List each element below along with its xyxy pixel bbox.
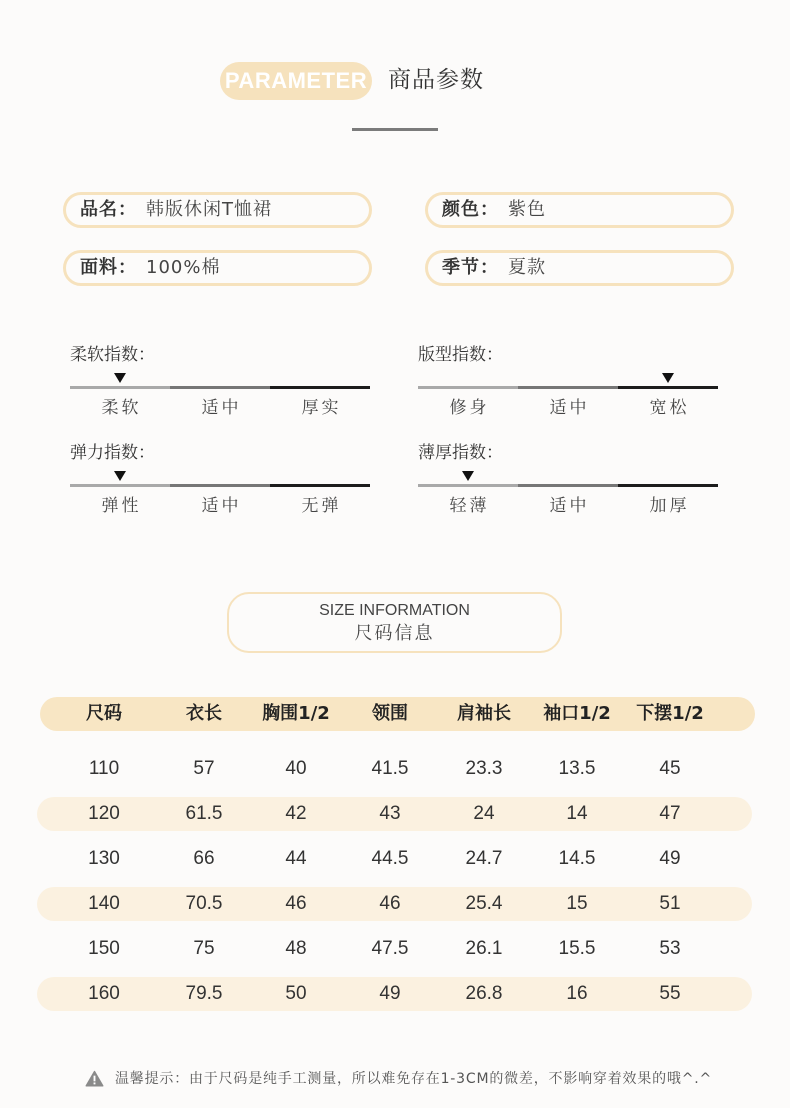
index-title: 弹力指数： [70, 443, 155, 463]
index-title: 柔软指数： [70, 345, 155, 365]
table-row [0, 887, 790, 921]
index-scale-bar [418, 484, 718, 487]
table-cell: 47.5 [371, 938, 409, 959]
param-label: 季节： [442, 257, 499, 278]
scale-segment-low [70, 484, 170, 487]
index-scale-bar [70, 484, 370, 487]
parameter-badge: PARAMETER [220, 62, 372, 100]
index-option: 适中 [549, 398, 590, 418]
column-header: 胸围1/2 [262, 703, 330, 724]
param-value: 夏款 [508, 257, 546, 278]
param-value: 紫色 [508, 199, 546, 220]
index-option: 适中 [549, 496, 590, 516]
table-cell: 44.5 [371, 848, 409, 869]
table-cell: 110 [88, 758, 120, 779]
table-cell: 24.7 [465, 848, 503, 869]
index-fit [418, 343, 718, 423]
table-cell: 45 [659, 758, 681, 779]
table-cell: 140 [88, 893, 120, 914]
table-cell: 48 [285, 938, 307, 959]
column-header: 肩袖长 [457, 703, 511, 724]
table-cell: 120 [88, 803, 120, 824]
scale-segment-low [418, 484, 518, 487]
table-cell: 49 [379, 983, 401, 1004]
index-option: 无弹 [301, 496, 342, 516]
scale-segment-low [70, 386, 170, 389]
index-option: 适中 [201, 398, 242, 418]
table-cell: 75 [193, 938, 215, 959]
table-cell: 15 [566, 893, 588, 914]
size-information-heading [227, 592, 562, 653]
index-option: 宽松 [649, 398, 690, 418]
param-fabric [63, 250, 372, 286]
index-option: 厚实 [301, 398, 342, 418]
measurement-notice [85, 1068, 775, 1090]
table-cell: 61.5 [185, 803, 223, 824]
warning-icon [85, 1070, 104, 1087]
column-header: 袖口1/2 [543, 703, 611, 724]
index-title: 版型指数： [418, 345, 503, 365]
table-cell: 51 [659, 893, 681, 914]
table-cell: 46 [379, 893, 401, 914]
table-row [0, 977, 790, 1011]
scale-segment-mid [170, 386, 270, 389]
triangle-down-icon [114, 471, 126, 481]
index-option: 轻薄 [449, 496, 490, 516]
param-value: 韩版休闲T恤裙 [146, 199, 272, 220]
column-header: 尺码 [86, 703, 122, 724]
param-label: 颜色： [442, 199, 499, 220]
table-cell: 26.8 [465, 983, 503, 1004]
index-scale-bar [418, 386, 718, 389]
table-cell: 14.5 [558, 848, 596, 869]
table-cell: 66 [193, 848, 215, 869]
param-color [425, 192, 734, 228]
table-cell: 43 [379, 803, 401, 824]
scale-segment-mid [170, 484, 270, 487]
index-softness [70, 343, 370, 423]
index-option: 柔软 [101, 398, 142, 418]
table-cell: 70.5 [185, 893, 223, 914]
triangle-down-icon [462, 471, 474, 481]
table-cell: 47 [659, 803, 681, 824]
param-season [425, 250, 734, 286]
scale-segment-high [618, 484, 718, 487]
scale-segment-low [418, 386, 518, 389]
triangle-down-icon [114, 373, 126, 383]
notice-text: 温馨提示：由于尺码是纯手工测量，所以难免存在1-3CM的微差，不影响穿着效果的哦^.^ [115, 1071, 713, 1087]
size-title-en: SIZE INFORMATION [319, 602, 470, 619]
table-cell: 50 [285, 983, 307, 1004]
table-cell: 44 [285, 848, 307, 869]
index-thickness [418, 441, 718, 521]
size-table-header [0, 697, 790, 731]
table-cell: 23.3 [465, 758, 503, 779]
scale-segment-mid [518, 484, 618, 487]
table-cell: 53 [659, 938, 681, 959]
table-row [0, 932, 790, 966]
table-cell: 49 [659, 848, 681, 869]
table-cell: 150 [88, 938, 120, 959]
param-name [63, 192, 372, 228]
size-title-cn: 尺码信息 [354, 623, 435, 644]
table-cell: 55 [659, 983, 681, 1004]
table-cell: 40 [285, 758, 307, 779]
scale-segment-high [270, 386, 370, 389]
table-cell: 16 [566, 983, 588, 1004]
table-cell: 14 [566, 803, 588, 824]
column-header: 下摆1/2 [636, 703, 704, 724]
table-cell: 13.5 [558, 758, 596, 779]
table-row [0, 842, 790, 876]
param-value: 100%棉 [146, 257, 221, 278]
column-header: 衣长 [186, 703, 222, 724]
index-option: 修身 [449, 398, 490, 418]
table-row [0, 797, 790, 831]
table-cell: 25.4 [465, 893, 503, 914]
table-cell: 79.5 [185, 983, 223, 1004]
table-cell: 46 [285, 893, 307, 914]
index-title: 薄厚指数： [418, 443, 503, 463]
index-elasticity [70, 441, 370, 521]
scale-segment-high [270, 484, 370, 487]
scale-segment-mid [518, 386, 618, 389]
index-option: 加厚 [649, 496, 690, 516]
table-cell: 41.5 [371, 758, 409, 779]
scale-segment-high [618, 386, 718, 389]
column-header: 领围 [372, 703, 408, 724]
index-scale-bar [70, 386, 370, 389]
table-cell: 15.5 [558, 938, 596, 959]
table-cell: 26.1 [465, 938, 503, 959]
triangle-down-icon [662, 373, 674, 383]
table-cell: 24 [473, 803, 495, 824]
index-option: 弹性 [101, 496, 142, 516]
param-label: 品名： [80, 199, 137, 220]
page-title: 商品参数 [388, 67, 484, 93]
title-divider [352, 128, 438, 131]
table-cell: 57 [193, 758, 215, 779]
param-label: 面料： [80, 257, 137, 278]
table-cell: 160 [88, 983, 120, 1004]
table-row [0, 752, 790, 786]
index-option: 适中 [201, 496, 242, 516]
table-cell: 42 [285, 803, 307, 824]
table-cell: 130 [88, 848, 120, 869]
